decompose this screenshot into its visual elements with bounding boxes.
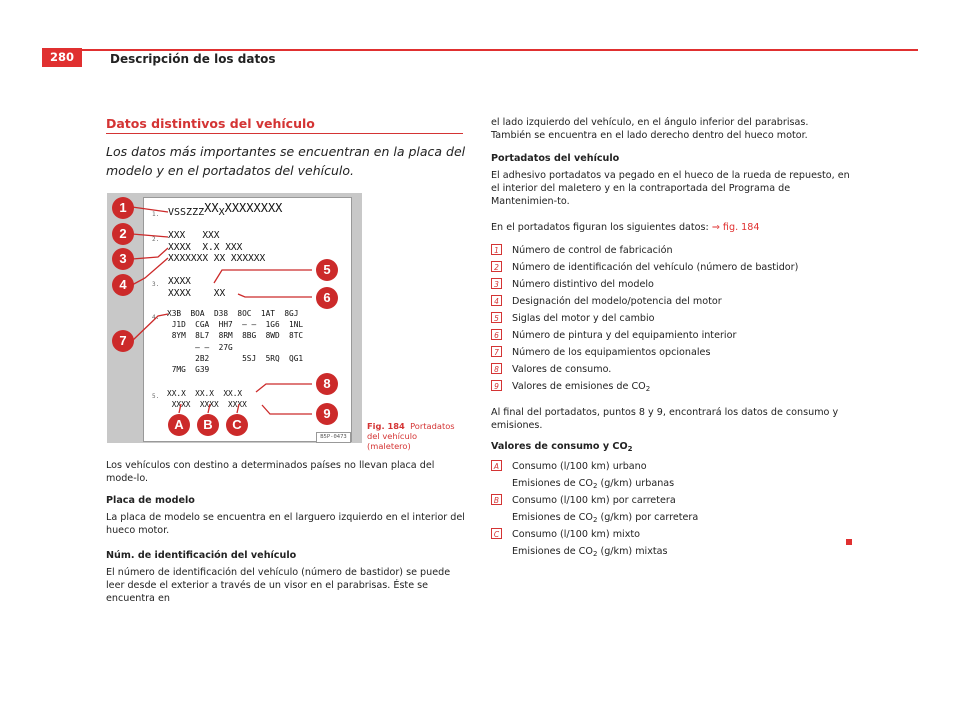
sticker-index-4: 4. xyxy=(152,314,160,321)
value-line-1: Consumo (l/100 km) por carretera xyxy=(512,495,676,506)
sticker-r4-line6: 7MG G39 xyxy=(167,365,210,375)
list-item xyxy=(491,346,711,359)
list-item-text: Número de pintura y del equipamiento interior xyxy=(512,330,737,341)
value-item-C xyxy=(491,528,641,541)
sticker-r5-line2: XXXX XXXX XXXX xyxy=(167,400,247,410)
list-item-text: Número de los equipamientos opcionales xyxy=(512,347,711,358)
sticker-r3-line2: XXXX XX xyxy=(168,287,226,299)
list-item xyxy=(491,329,737,342)
heading-portadatos: Portadatos del vehículo xyxy=(491,153,620,164)
callout-5: 5 xyxy=(316,259,338,281)
list-item xyxy=(491,380,651,393)
sticker-r4-line5: 2B2 5SJ 5RQ QG1 xyxy=(167,353,304,363)
item-letter-badge: A xyxy=(491,460,502,471)
item-number-badge: 2 xyxy=(491,261,502,272)
sticker-index-1: 1. xyxy=(152,211,160,218)
value-item-A xyxy=(491,460,647,473)
item-letter-badge: B xyxy=(491,494,502,505)
callout-4: 4 xyxy=(112,274,134,296)
subscript: 2 xyxy=(592,516,598,524)
value-line-1: Consumo (l/100 km) urbano xyxy=(512,461,647,472)
value-line-1: Consumo (l/100 km) mixto xyxy=(512,529,641,540)
sticker-r3-line1: XXXX xyxy=(168,276,191,287)
leader-1 xyxy=(132,207,168,212)
value-line-2 xyxy=(512,545,668,561)
leader-7 xyxy=(132,314,168,341)
page-number: 280 xyxy=(42,48,82,67)
list-item-text: Siglas del motor y del cambio xyxy=(512,313,655,324)
value-text: Emisiones de CO xyxy=(512,546,593,557)
heading-valores-text: Valores de consumo y CO xyxy=(491,441,628,452)
subscript: 2 xyxy=(645,385,651,393)
paragraph-list-intro xyxy=(491,221,851,234)
figure-code: B5P-0473 xyxy=(316,432,351,443)
heading-valores xyxy=(491,440,633,456)
item-number-badge: 8 xyxy=(491,363,502,374)
item-number-badge: 1 xyxy=(491,244,502,255)
list-item-text xyxy=(512,380,650,396)
callout-1: 1 xyxy=(112,197,134,219)
leader-4 xyxy=(132,258,168,285)
value-text: (g/km) mixtas xyxy=(597,546,668,557)
sticker-r2-line2: XXXX X.X XXX xyxy=(168,241,243,253)
sticker-vin-mid: XX xyxy=(204,201,219,215)
leader-5 xyxy=(214,270,312,283)
value-item-B xyxy=(491,494,676,507)
item-number-badge: 6 xyxy=(491,329,502,340)
sticker-r5-line1: XX.X XX.X XX.X xyxy=(167,389,243,398)
paragraph-no-plate: Los vehículos con destino a determinados países no llevan placa del mode-lo. xyxy=(106,460,435,484)
sticker-index-3: 3. xyxy=(152,281,160,288)
callout-6: 6 xyxy=(316,287,338,309)
list-item-text-main: Valores de emisiones de CO xyxy=(512,381,646,392)
callout-2: 2 xyxy=(112,223,134,245)
paragraph-placa-modelo: La placa de modelo se encuentra en el larguero izquierdo en el interior del hueco motor. xyxy=(106,512,465,536)
end-of-section-mark xyxy=(846,539,852,545)
leader-A xyxy=(179,404,181,413)
list-item xyxy=(491,312,655,325)
sticker-r2-line1: XXX XXX xyxy=(168,230,220,241)
sticker-index-2: 2. xyxy=(152,236,160,243)
sticker-r4-line2: J1D CGA HH7 – – 1G6 1NL xyxy=(167,320,304,330)
paragraph-continued: el lado izquierdo del vehículo, en el ángulo inferior del parabrisas. También se encuentra en el lado derecho dentro del hueco motor. xyxy=(491,117,809,141)
value-line-2 xyxy=(512,477,674,493)
header-title: Descripción de los datos xyxy=(110,52,276,66)
sticker-r2-line3: XXXXXXX XX XXXXXX xyxy=(168,253,266,264)
value-text: (g/km) por carretera xyxy=(597,512,699,523)
list-item xyxy=(491,261,799,274)
list-item-text: Número de identificación del vehículo (número de bastidor) xyxy=(512,262,799,273)
callout-7: 7 xyxy=(112,330,134,352)
callout-B: B xyxy=(197,414,219,436)
subscript: 2 xyxy=(627,445,633,453)
item-number-badge: 4 xyxy=(491,295,502,306)
list-item xyxy=(491,244,673,257)
callout-8: 8 xyxy=(316,373,338,395)
leader-3 xyxy=(132,248,168,259)
list-intro-text: En el portadatos figuran los siguientes datos: xyxy=(491,222,709,233)
leader-9 xyxy=(262,405,312,414)
heading-placa-modelo: Placa de modelo xyxy=(106,495,195,506)
list-item xyxy=(491,295,722,308)
value-line-2 xyxy=(512,511,698,527)
value-text: Emisiones de CO xyxy=(512,512,593,523)
sticker-r4-line3: 8YM 8L7 8RM 8BG 8WD 8TC xyxy=(167,331,304,341)
item-number-badge: 9 xyxy=(491,380,502,391)
paragraph-num-identificacion: El número de identificación del vehículo (número de bastidor) se puede leer desde el exterior a través de un visor en el parabrisas. Éste se encuentra en xyxy=(106,567,451,604)
value-text: (g/km) urbanas xyxy=(597,478,675,489)
section-lead: Los datos más importantes se encuentran en la placa del modelo y en el portadatos del vehículo. xyxy=(106,144,466,178)
list-item-text: Valores de consumo. xyxy=(512,364,612,375)
item-number-badge: 5 xyxy=(491,312,502,323)
list-item xyxy=(491,278,654,291)
heading-num-identificacion: Núm. de identificación del vehículo xyxy=(106,550,297,561)
list-item xyxy=(491,363,612,376)
item-number-badge: 7 xyxy=(491,346,502,357)
paragraph-final: Al final del portadatos, puntos 8 y 9, encontrará los datos de consumo y emisiones. xyxy=(491,407,839,431)
callout-9: 9 xyxy=(316,403,338,425)
leader-2 xyxy=(132,234,168,237)
list-item-text: Designación del modelo/potencia del motor xyxy=(512,296,722,307)
leader-B xyxy=(208,404,210,413)
figure-link[interactable]: ⇒ fig. 184 xyxy=(711,222,760,233)
leader-C xyxy=(237,404,239,413)
callout-C: C xyxy=(226,414,248,436)
list-item-text: Número distintivo del modelo xyxy=(512,279,654,290)
sticker-vin-prefix: VSSZZZ xyxy=(168,207,205,218)
sticker-r4-line4: – – 27G xyxy=(167,342,233,352)
leader-8 xyxy=(256,384,312,392)
sticker-index-5: 5. xyxy=(152,393,160,400)
subscript: 2 xyxy=(592,550,598,558)
section-title: Datos distintivos del vehículo xyxy=(106,116,315,131)
paragraph-portadatos: El adhesivo portadatos va pegado en el hueco de la rueda de repuesto, en el interior del maletero y en la contraportada del Programa de Mantenimien-to. xyxy=(491,170,850,207)
figure-caption-text: Portadatos del vehículo (maletero) xyxy=(367,421,455,451)
figure-caption xyxy=(367,421,463,451)
sticker-r4-line1: X3B BOA D38 8OC 1AT 8GJ xyxy=(167,309,299,318)
item-letter-badge: C xyxy=(491,528,502,539)
subscript: 2 xyxy=(592,482,598,490)
figure-caption-label: Fig. 184 xyxy=(367,421,405,431)
item-number-badge: 3 xyxy=(491,278,502,289)
leader-6 xyxy=(238,294,312,297)
sticker-vin-suffix: XXXXXXXX xyxy=(224,201,283,215)
sticker-vin-x: X xyxy=(218,207,225,218)
list-item-text: Número de control de fabricación xyxy=(512,245,673,256)
callout-3: 3 xyxy=(112,248,134,270)
value-text: Emisiones de CO xyxy=(512,478,593,489)
callout-A: A xyxy=(168,414,190,436)
